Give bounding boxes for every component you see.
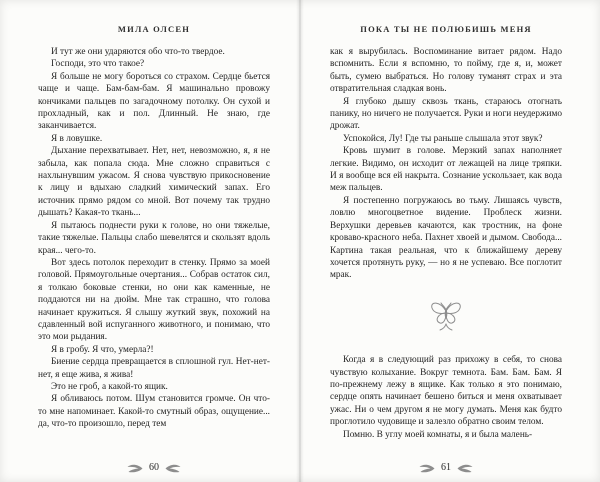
right-page xyxy=(300,0,600,482)
paragraph: Помню. В углу моей комнаты, я и была малень- xyxy=(343,429,533,440)
left-page-body xyxy=(38,46,270,431)
scene-break xyxy=(330,298,562,336)
paragraph: Я глубоко дышу сквозь ткань, стараюсь отогнать панику, но ничего не получается. Руки и ноги неудержимо дрожат. xyxy=(330,96,562,132)
paragraph: Успокойся, Лу! Где ты раньше слышала этот звук? xyxy=(343,133,543,144)
paragraph: Господи, это что такое? xyxy=(51,59,145,70)
right-page-footer xyxy=(330,462,562,473)
butterfly-ornament-icon xyxy=(427,298,465,336)
paragraph: Кровь шумит в голове. Мерзкий запах наполняет легкие. Видимо, он исходит от лежащей на лице тряпки. И я вообще вся ей накрыта. Сознание ускользает, как вода меж пальцев. xyxy=(330,146,562,194)
paragraph: И тут же они ударяются обо что-то твердое. xyxy=(51,47,225,57)
paragraph: Я обливаюсь потом. Шум становится громче. Он что-то мне напоминает. Какой-то смутный образ, ощущение... да, что-то произошло, перед тем xyxy=(38,394,270,430)
running-header-author: МИЛА ОЛСЕН xyxy=(117,24,191,34)
page-number: 60 xyxy=(149,462,159,473)
paragraph: Я в гробу. Я что, умерла?! xyxy=(51,344,154,355)
left-page-footer xyxy=(38,462,270,473)
paragraph: Я в ловушке. xyxy=(51,133,103,144)
leaf-ornament-icon xyxy=(457,463,473,473)
paragraph: Я пытаюсь поднести руки к голове, но они тяжелые, такие тяжелые. Пальцы слабо шевелятся и скользят вдоль края... чего-то. xyxy=(38,220,270,256)
paragraph: Дыхание перехватывает. Нет, нет, невозможно, я, я не забыла, как попала сюда. Мне сложно справиться с нахлынувшим ужасом. Я снова чувствую прикосновение к лицу и вдыхаю сладкий химический запах. Его источник прямо рядом со мной. Вот почему так трудно дышать? Какая-то ткань... xyxy=(38,146,270,219)
leaf-ornament-icon xyxy=(165,463,181,473)
paragraph: Когда я в следующий раз прихожу в себя, то снова чувствую колыхание. Вокруг темнота. Бам. Бам. Бам. Я по-прежнему лежу в ящике. Как только я это понимаю, сердце опять начинает бешено биться и меня охватывает ужас. Ни о чем другом я не могу думать. Меня как будто проглотило чудовище и залезло обратно своим телом. xyxy=(330,355,562,428)
leaf-ornament-icon xyxy=(127,463,143,473)
paragraph: Это не гроб, а какой-то ящик. xyxy=(51,381,168,392)
paragraph: Я больше не могу бороться со страхом. Сердце бьется чаще и чаще. Бам-бам-бам. Я машинально провожу кончиками пальцев по загадочному потолку. Он сухой и прохладный, как и пол. Длинный. Не знаю, где заканчивается. xyxy=(38,71,270,132)
page-number: 61 xyxy=(441,462,451,473)
paragraph: как я вырубилась. Воспоминание витает рядом. Надо вспомнить. Если я вспомню, то пойму, где я, и, может быть, сумею выбраться. Но голову туманят страх и эта отвратительная сладкая вонь. xyxy=(330,47,562,95)
paragraph: Биение сердца превращается в сплошной гул. Нет-нет-нет, я еще жива, я жива! xyxy=(38,357,270,380)
paragraph: Вот здесь потолок переходит в стенку. Прямо за моей головой. Прямоугольные очертания... Собрав остаток сил, я толкаю боковые стенки, но они как каменные, не поддаются ни на дюйм. Мне так страшно, что голова начинает кружиться. Я слышу жуткий звук, похожий на сдавленный вой испуганного животного, и понимаю, что это мои рыдания. xyxy=(38,257,270,343)
leaf-ornament-icon xyxy=(419,463,435,473)
right-page-body xyxy=(330,46,562,441)
paragraph: Я постепенно погружаюсь во тьму. Лишаясь чувств, ловлю многоцветное видение. Проблеск жизни. Верхушки деревьев качаются, как тростник, на фоне кроваво-красного неба. Пахнет хвоей и дымом. Свобода... Картина такая реальная, что к ближайшему дереву хочется протянуть руку, — но я не успеваю. Все поглотит мрак. xyxy=(330,195,562,281)
running-header-title: ПОКА ТЫ НЕ ПОЛЮБИШЬ МЕНЯ xyxy=(360,24,532,34)
